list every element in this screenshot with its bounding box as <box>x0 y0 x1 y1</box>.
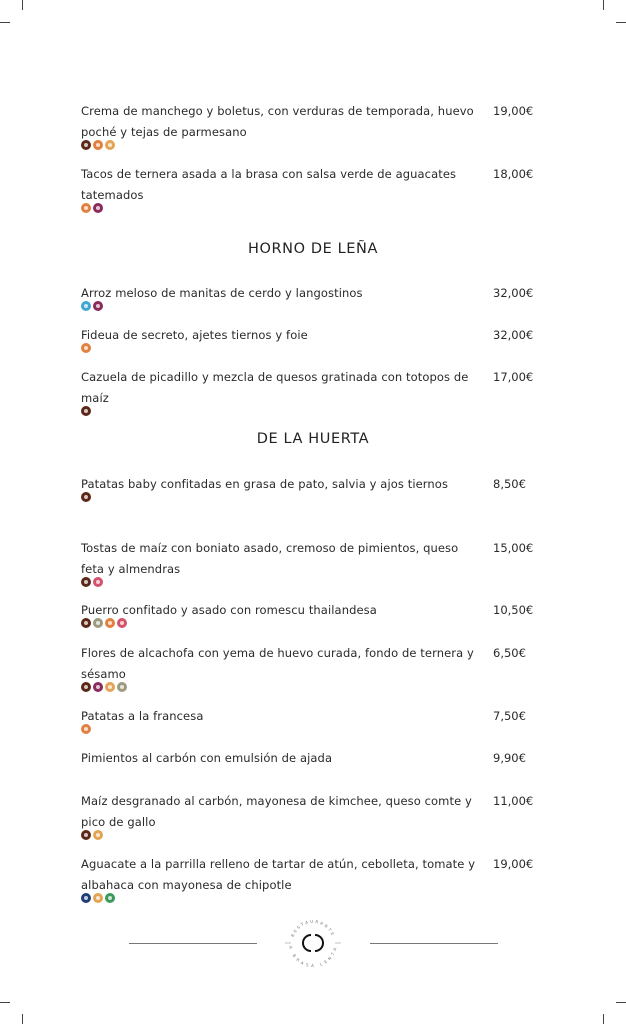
allergen-grey-icon <box>117 682 127 692</box>
allergen-pink-icon <box>117 618 127 628</box>
menu-item-name: Pimientos al carbón con emulsión de ajada <box>81 751 333 765</box>
allergen-light-orange-icon <box>105 140 115 150</box>
allergen-green-icon <box>105 893 115 903</box>
allergen-purple-icon <box>93 203 103 213</box>
allergen-light-orange-icon <box>93 830 103 840</box>
footer-divider-right <box>370 943 498 944</box>
menu-item-price: 9,90€ <box>493 751 526 765</box>
menu-item-name: Aguacate a la parrilla relleno de tartar de atún, cebolleta, tomate y albahaca con mayonesa de chipotle <box>81 857 476 892</box>
crop-mark <box>22 1014 23 1024</box>
menu-item <box>81 643 541 694</box>
menu-item <box>81 538 541 589</box>
allergen-brown-icon <box>81 618 91 628</box>
menu-item-price: 32,00€ <box>493 328 534 342</box>
menu-item <box>81 854 541 905</box>
allergen-purple-icon <box>93 682 103 692</box>
menu-item-name: Crema de manchego y boletus, con verduras de temporada, huevo poché y tejas de parmesano <box>81 104 474 139</box>
menu-item-name: Puerro confitado y asado con romescu thailandesa <box>81 603 377 617</box>
menu-item <box>81 283 541 313</box>
menu-item <box>81 748 541 778</box>
allergen-orange-icon <box>81 724 91 734</box>
allergen-purple-icon <box>93 301 103 311</box>
allergen-brown-icon <box>81 682 91 692</box>
menu-item-name: Tacos de ternera asada a la brasa con salsa verde de aguacates tatemados <box>81 167 457 202</box>
allergen-light-orange-icon <box>105 682 115 692</box>
menu-item-price: 7,50€ <box>493 709 526 723</box>
allergen-brown-icon <box>81 140 91 150</box>
allergen-icons <box>81 406 541 418</box>
allergen-brown-icon <box>81 406 91 416</box>
crop-mark <box>0 1002 10 1003</box>
allergen-orange-icon <box>81 203 91 213</box>
allergen-orange-icon <box>93 140 103 150</box>
menu-item-name: Cazuela de picadillo y mezcla de quesos gratinada con totopos de maíz <box>81 370 469 405</box>
crop-mark <box>603 1014 604 1024</box>
crop-mark <box>603 0 604 10</box>
menu-item <box>81 791 541 842</box>
menu-item-name: Fideua de secreto, ajetes tiernos y foie <box>81 328 308 342</box>
allergen-icons <box>81 682 541 694</box>
allergen-orange-icon <box>105 618 115 628</box>
menu-item-price: 18,00€ <box>493 167 534 181</box>
section-heading-horno: HORNO DE LEÑA <box>247 241 378 257</box>
menu-item-price: 10,50€ <box>493 603 534 617</box>
menu-item <box>81 706 541 736</box>
menu-item-price: 11,00€ <box>493 794 534 808</box>
menu-item-price: 19,00€ <box>493 857 534 871</box>
menu-item <box>81 367 541 418</box>
allergen-grey-icon <box>93 618 103 628</box>
menu-item-price: 15,00€ <box>493 541 534 555</box>
crop-mark <box>616 22 626 23</box>
menu-item-price: 19,00€ <box>493 104 534 118</box>
allergen-brown-icon <box>81 830 91 840</box>
svg-text:A BRASA LENTA: A BRASA LENTA <box>288 945 338 969</box>
menu-item-name: Flores de alcachofa con yema de huevo curada, fondo de ternera y sésamo <box>81 646 474 681</box>
menu-item-name: Patatas baby confitadas en grasa de pato, salvia y ajos tiernos <box>81 477 449 491</box>
section-heading-huerta: DE LA HUERTA <box>256 431 370 447</box>
menu-item-price: 8,50€ <box>493 477 526 491</box>
menu-item-name: Patatas a la francesa <box>81 709 204 723</box>
menu-item-price: 17,00€ <box>493 370 534 384</box>
allergen-navy-icon <box>81 893 91 903</box>
menu-item <box>81 325 541 355</box>
menu-item <box>81 101 541 152</box>
allergen-light-orange-icon <box>93 893 103 903</box>
menu-item-name: Tostas de maíz con boniato asado, cremoso de pimientos, queso feta y almendras <box>81 541 459 576</box>
allergen-pink-icon <box>93 577 103 587</box>
allergen-brown-icon <box>81 492 91 502</box>
restaurant-logo <box>284 914 342 972</box>
footer-divider-left <box>129 943 257 944</box>
allergen-brown-icon <box>81 577 91 587</box>
crop-mark <box>22 0 23 10</box>
allergen-orange-icon <box>81 343 91 353</box>
menu-item <box>81 164 541 215</box>
menu-item-name: Maíz desgranado al carbón, mayonesa de kimchee, queso comte y pico de gallo <box>81 794 472 829</box>
menu-item-price: 6,50€ <box>493 646 526 660</box>
svg-text:RESTAURANTE: RESTAURANTE <box>290 918 336 938</box>
crop-mark <box>616 1002 626 1003</box>
allergen-sky-icon <box>81 301 91 311</box>
crop-mark <box>0 22 10 23</box>
menu-item <box>81 600 541 630</box>
allergen-icons <box>81 203 541 215</box>
menu-item <box>81 474 541 504</box>
menu-item-price: 32,00€ <box>493 286 534 300</box>
menu-item-name: Arroz meloso de manitas de cerdo y langostinos <box>81 286 363 300</box>
